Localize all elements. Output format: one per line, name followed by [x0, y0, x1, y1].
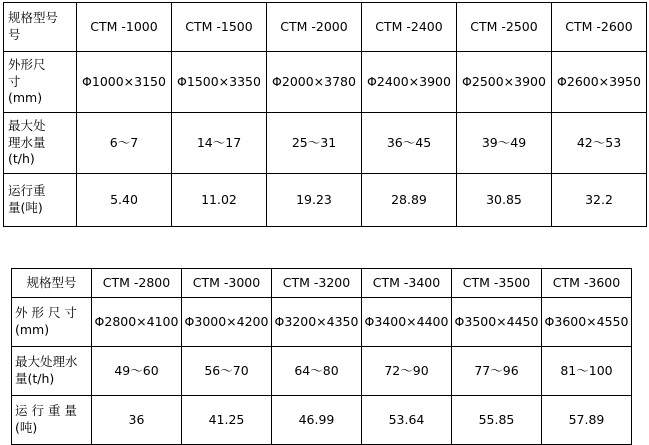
- table-cell: Φ1500×3350: [172, 52, 267, 113]
- cell-line: 寸: [8, 73, 21, 89]
- column-header-ctm-2000: CTM -2000: [267, 3, 362, 52]
- cell-line: 量(吨): [8, 200, 43, 215]
- table-cell: 77～96: [452, 347, 542, 396]
- table-cell: 56～70: [182, 347, 272, 396]
- column-header-ctm-3500: CTM -3500: [452, 269, 542, 298]
- cell-line: 外 形 尺 寸: [15, 305, 77, 321]
- row-header-model-1: [4, 3, 77, 52]
- cell-line: (mm): [15, 322, 50, 337]
- cell-line: (吨): [15, 420, 38, 435]
- table-cell: Φ2400×3900: [362, 52, 457, 113]
- cell-line: 运行重: [8, 183, 46, 199]
- cell-line: 规格型号: [8, 10, 59, 26]
- row-header-dimensions-2: [12, 298, 92, 347]
- table-cell: 57.89: [542, 396, 632, 445]
- cell-line: (mm): [8, 90, 43, 106]
- table-cell: Φ3400×4400: [362, 298, 452, 347]
- table-cell: 6～7: [77, 113, 172, 174]
- table-cell: 25～31: [267, 113, 362, 174]
- table-cell: 46.99: [272, 396, 362, 445]
- cell-line: 量(t/h): [15, 371, 55, 386]
- column-header-ctm-3200: CTM -3200: [272, 269, 362, 298]
- table-cell: Φ3200×4350: [272, 298, 362, 347]
- cell-line: 运 行 重 量: [15, 403, 77, 419]
- table-row: [12, 298, 632, 347]
- cell-line: 最大处: [8, 117, 46, 133]
- column-header-ctm-1500: CTM -1500: [172, 3, 267, 52]
- column-header-ctm-1000: CTM -1000: [77, 3, 172, 52]
- table-row: [12, 396, 632, 445]
- table-row: [4, 174, 647, 227]
- table-cell: 41.25: [182, 396, 272, 445]
- table-cell: Φ2500×3900: [457, 52, 552, 113]
- table-cell: 42～53: [552, 113, 647, 174]
- table-row: [4, 113, 647, 174]
- column-header-ctm-3400: CTM -3400: [362, 269, 452, 298]
- cell-line: 外形尺: [8, 56, 46, 72]
- table-cell: 14～17: [172, 113, 267, 174]
- row-header-dimensions-1: [4, 52, 77, 113]
- column-header-ctm-2600: CTM -2600: [552, 3, 647, 52]
- table-row: [12, 269, 632, 298]
- table-cell: Φ2600×3950: [552, 52, 647, 113]
- table-cell: 64～80: [272, 347, 362, 396]
- cell-line: (t/h): [8, 151, 35, 167]
- table-cell: Φ3500×4450: [452, 298, 542, 347]
- row-header-max-capacity-1: [4, 113, 77, 174]
- table-cell: 32.2: [552, 174, 647, 227]
- table-cell: Φ2800×4100: [92, 298, 182, 347]
- row-header-model-2: 规格型号: [12, 269, 92, 298]
- specification-table-1: [3, 2, 647, 227]
- column-header-ctm-2400: CTM -2400: [362, 3, 457, 52]
- cell-line: 最大处理水: [15, 354, 78, 370]
- specification-table-2: [11, 268, 632, 445]
- row-header-weight-1: [4, 174, 77, 227]
- table-cell: 55.85: [452, 396, 542, 445]
- table-cell: 30.85: [457, 174, 552, 227]
- table-row: [12, 347, 632, 396]
- table-cell: Φ3600×4550: [542, 298, 632, 347]
- column-header-ctm-2800: CTM -2800: [92, 269, 182, 298]
- table-cell: 28.89: [362, 174, 457, 227]
- table-cell: 72～90: [362, 347, 452, 396]
- row-header-max-capacity-2: [12, 347, 92, 396]
- table-cell: 39～49: [457, 113, 552, 174]
- table-cell: Φ3000×4200: [182, 298, 272, 347]
- table-cell: 49～60: [92, 347, 182, 396]
- table-row: [4, 3, 647, 52]
- column-header-ctm-3600: CTM -3600: [542, 269, 632, 298]
- table-cell: 36: [92, 396, 182, 445]
- table-cell: 5.40: [77, 174, 172, 227]
- table-cell: 36～45: [362, 113, 457, 174]
- column-header-ctm-2500: CTM -2500: [457, 3, 552, 52]
- table-cell: 19.23: [267, 174, 362, 227]
- row-header-weight-2: [12, 396, 92, 445]
- table-row: [4, 52, 647, 113]
- cell-line: 号: [8, 27, 21, 42]
- table-cell: Φ2000×3780: [267, 52, 362, 113]
- column-header-ctm-3000: CTM -3000: [182, 269, 272, 298]
- table-cell: Φ1000×3150: [77, 52, 172, 113]
- cell-line: 理水量: [8, 134, 46, 150]
- table-cell: 81～100: [542, 347, 632, 396]
- table-cell: 53.64: [362, 396, 452, 445]
- table-cell: 11.02: [172, 174, 267, 227]
